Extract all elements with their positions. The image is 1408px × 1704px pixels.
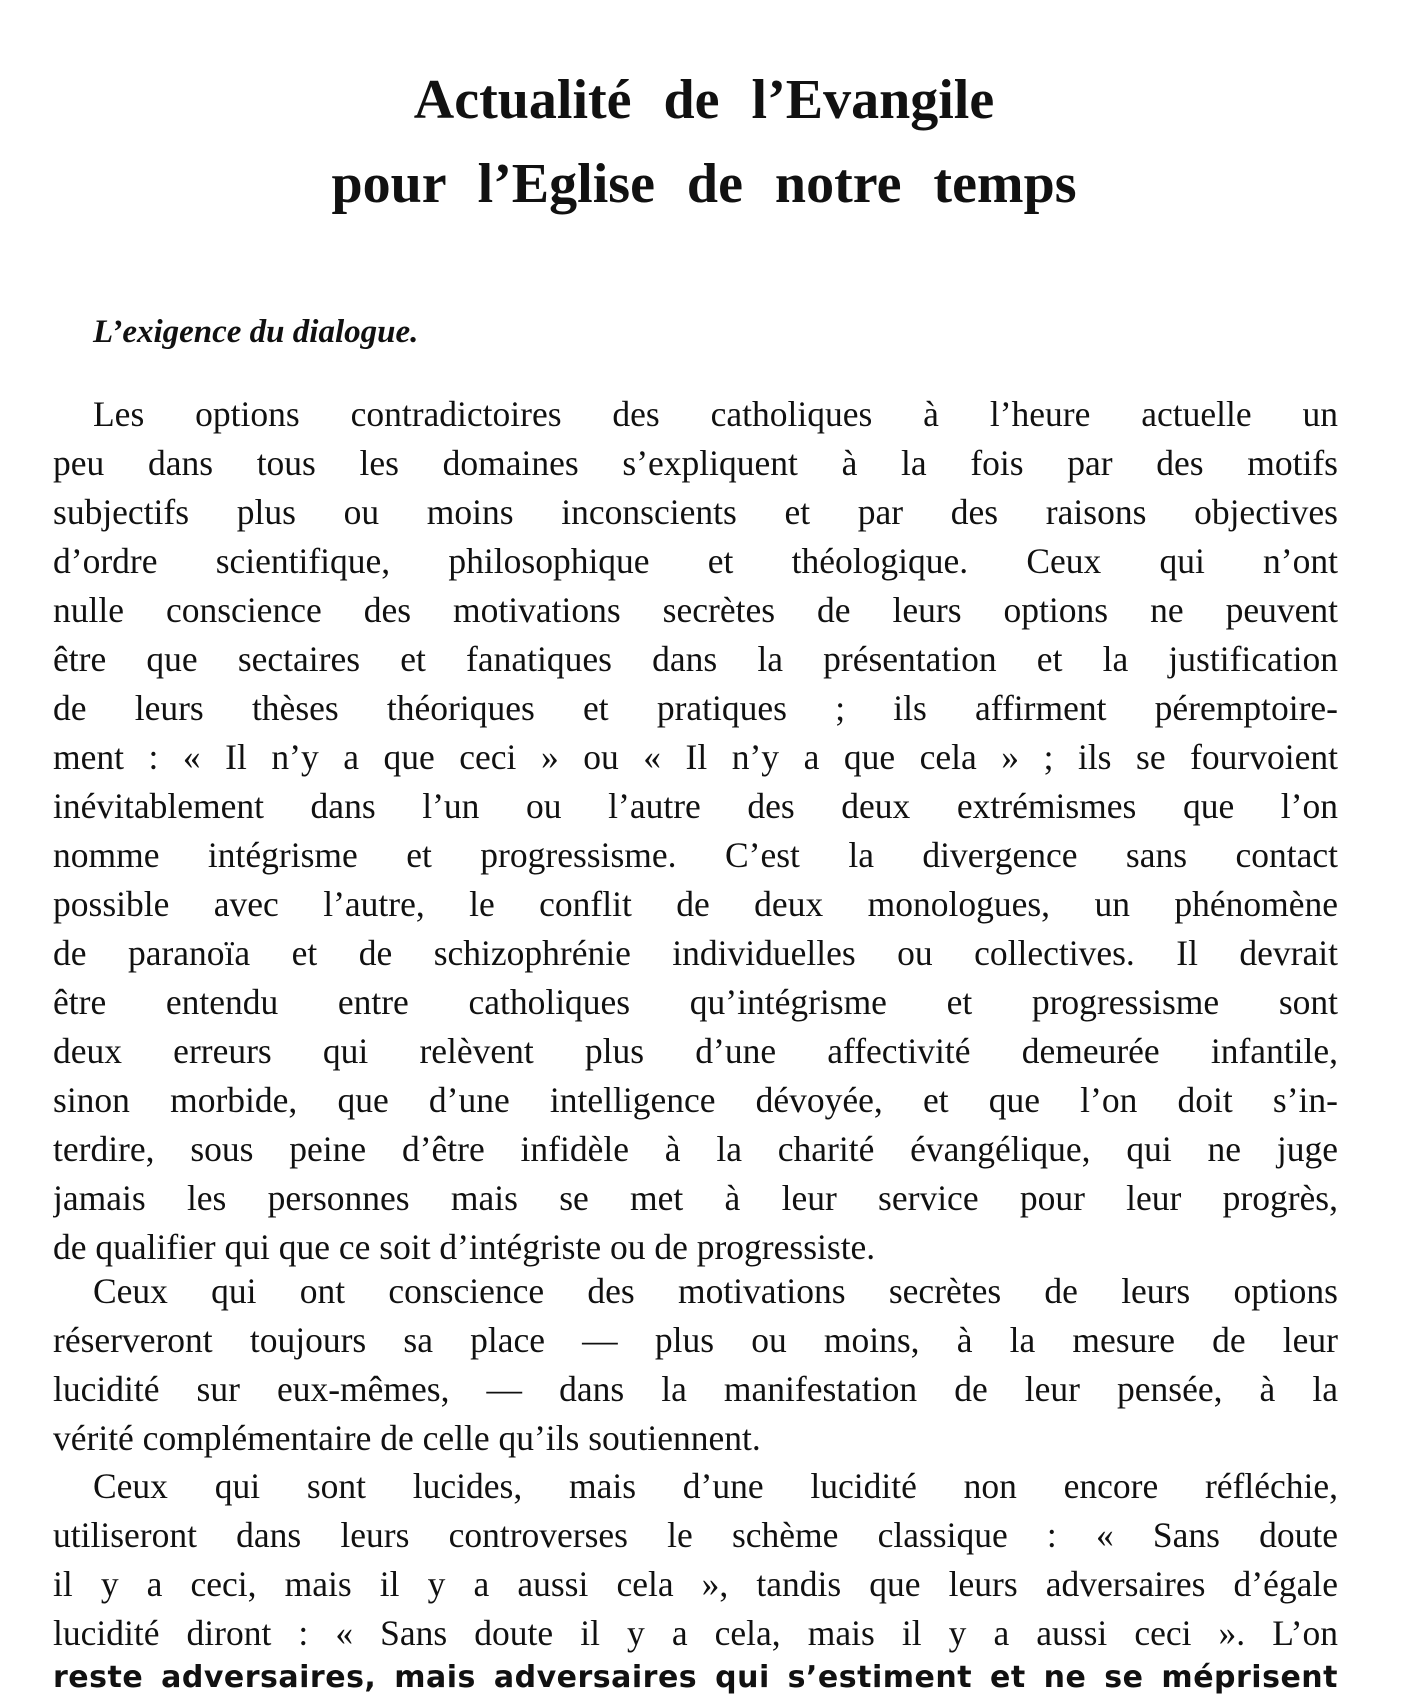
text-line: sinon morbide, que d’une intelligence dévoyée, et que l’on doit s’in-: [53, 1080, 1338, 1120]
text-line: terdire, sous peine d’être infidèle à la charité évangélique, qui ne juge: [53, 1129, 1338, 1169]
text-line: ment : « Il n’y a que ceci » ou « Il n’y a que cela » ; ils se fourvoient: [53, 737, 1338, 777]
text-line: lucidité sur eux-mêmes, — dans la manifestation de leur pensée, à la: [53, 1369, 1338, 1409]
text-line: jamais les personnes mais se met à leur service pour leur progrès,: [53, 1178, 1338, 1218]
paragraph-3: [53, 1462, 1338, 1698]
text-line: Ceux qui ont conscience des motivations secrètes de leurs options: [93, 1271, 1338, 1311]
section-heading: L’exigence du dialogue.: [93, 314, 419, 350]
text-line: de paranoïa et de schizophrénie individuelles ou collectives. Il devrait: [53, 933, 1338, 973]
title-line-2: pour l’Eglise de notre temps: [331, 153, 1077, 215]
text-line: Ceux qui sont lucides, mais d’une lucidité non encore réfléchie,: [93, 1466, 1338, 1506]
text-line: nomme intégrisme et progressisme. C’est la divergence sans contact: [53, 835, 1338, 875]
text-line: nulle conscience des motivations secrètes de leurs options ne peuvent: [53, 590, 1338, 630]
text-line: vérité complémentaire de celle qu’ils soutiennent.: [53, 1418, 761, 1458]
text-line: subjectifs plus ou moins inconscients et par des raisons objectives: [53, 492, 1338, 532]
text-line: il y a ceci, mais il y a aussi cela », tandis que leurs adversaires d’égale: [53, 1564, 1338, 1604]
text-line: inévitablement dans l’un ou l’autre des deux extrémismes que l’on: [53, 786, 1338, 826]
text-line: être entendu entre catholiques qu’intégrisme et progressisme sont: [53, 982, 1338, 1022]
text-line: reste adversaires, mais adversaires qui s’estiment et ne se méprisent: [53, 1660, 1338, 1695]
text-line: deux erreurs qui relèvent plus d’une affectivité demeurée infantile,: [53, 1031, 1338, 1071]
text-line: être que sectaires et fanatiques dans la présentation et la justification: [53, 639, 1338, 679]
text-line: de leurs thèses théoriques et pratiques ; ils affirment péremptoire-: [53, 688, 1338, 728]
text-line: lucidité diront : « Sans doute il y a cela, mais il y a aussi ceci ». L’on: [53, 1613, 1338, 1653]
text-line: peu dans tous les domaines s’expliquent à la fois par des motifs: [53, 443, 1338, 483]
text-line: de qualifier qui que ce soit d’intégriste ou de progressiste.: [53, 1227, 876, 1267]
text-line: réserveront toujours sa place — plus ou moins, à la mesure de leur: [53, 1320, 1338, 1360]
paragraph-1: [53, 390, 1338, 1272]
text-line: d’ordre scientifique, philosophique et théologique. Ceux qui n’ont: [53, 541, 1338, 581]
text-line: Les options contradictoires des catholiques à l’heure actuelle un: [93, 394, 1338, 434]
text-line: utiliseront dans leurs controverses le schème classique : « Sans doute: [53, 1515, 1338, 1555]
text-line: possible avec l’autre, le conflit de deux monologues, un phénomène: [53, 884, 1338, 924]
title-line-1: Actualité de l’Evangile: [413, 69, 995, 131]
paragraph-2: [53, 1267, 1338, 1463]
